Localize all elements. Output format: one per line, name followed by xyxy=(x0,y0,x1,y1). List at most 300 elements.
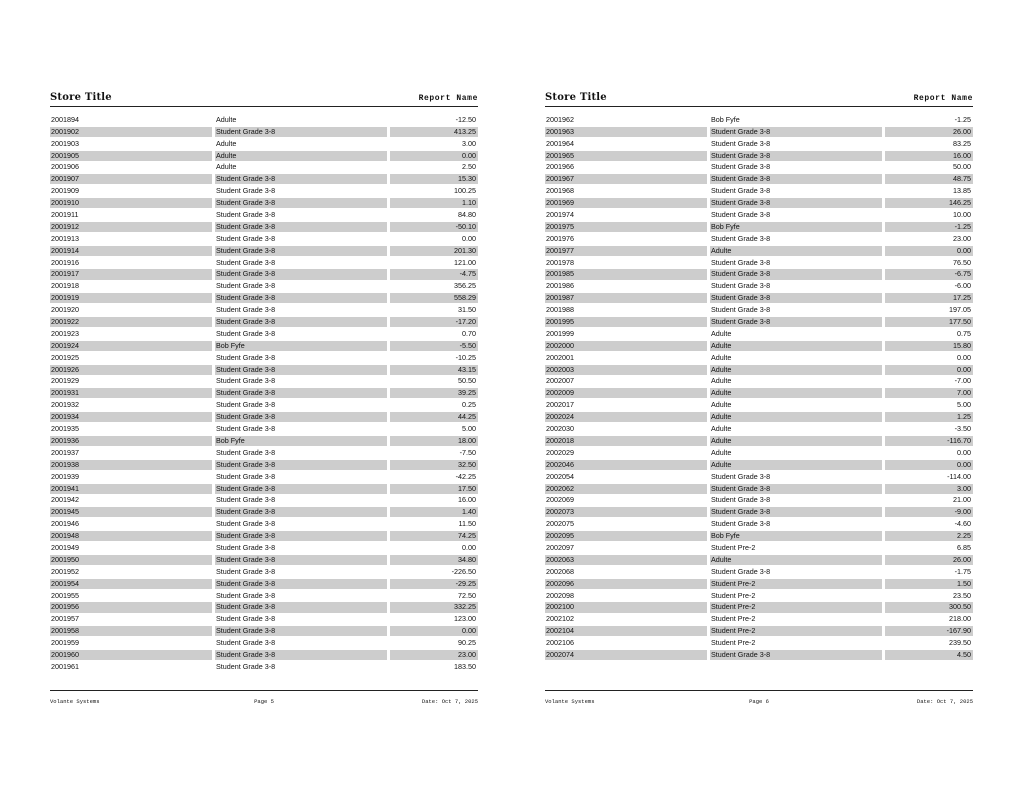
row-id-cell: 2001968 xyxy=(546,186,574,196)
row-amount-cell: 6.85 xyxy=(957,542,971,552)
row-category-cell: Student Grade 3-8 xyxy=(216,614,276,624)
row-amount-cell: -17.20 xyxy=(390,317,478,327)
table-row xyxy=(50,114,478,126)
row-id-cell: 2002097 xyxy=(546,542,574,552)
row-category-cell: Adulte xyxy=(710,246,882,256)
table-row xyxy=(545,340,973,352)
row-amount-cell: 0.25 xyxy=(462,400,476,410)
row-id-cell: 2001977 xyxy=(545,246,707,256)
table-row xyxy=(50,637,478,649)
table-row xyxy=(545,649,973,661)
table-row xyxy=(545,162,973,174)
row-category-cell: Student Grade 3-8 xyxy=(710,198,882,208)
row-id-cell: 2001976 xyxy=(546,233,574,243)
table-row xyxy=(50,292,478,304)
row-id-cell: 2001913 xyxy=(51,233,79,243)
row-id-cell: 2001945 xyxy=(50,507,212,517)
table-row xyxy=(50,340,478,352)
row-id-cell: 2001911 xyxy=(51,210,79,220)
row-category-cell: Bob Fyfe xyxy=(215,341,387,351)
row-category-cell: Student Grade 3-8 xyxy=(215,293,387,303)
row-category-cell: Student Pre-2 xyxy=(710,626,882,636)
row-category-cell: Student Pre-2 xyxy=(711,590,756,600)
row-category-cell: Student Grade 3-8 xyxy=(711,305,771,315)
table-row xyxy=(545,542,973,554)
row-amount-cell: 2.25 xyxy=(885,531,973,541)
row-amount-cell: 2.50 xyxy=(462,162,476,172)
table-row xyxy=(545,411,973,423)
row-amount-cell: 0.00 xyxy=(885,460,973,470)
table-row xyxy=(50,150,478,162)
row-category-cell: Student Grade 3-8 xyxy=(710,127,882,137)
row-id-cell: 2001948 xyxy=(50,531,212,541)
row-amount-cell: 4.50 xyxy=(885,650,973,660)
row-category-cell: Student Grade 3-8 xyxy=(710,507,882,517)
row-category-cell: Student Grade 3-8 xyxy=(216,424,276,434)
row-id-cell: 2001967 xyxy=(545,174,707,184)
row-id-cell: 2002007 xyxy=(546,376,574,386)
row-amount-cell: 13.85 xyxy=(953,186,971,196)
table-row xyxy=(50,257,478,269)
row-id-cell: 2002029 xyxy=(546,447,574,457)
row-id-cell: 2001914 xyxy=(50,246,212,256)
row-category-cell: Student Grade 3-8 xyxy=(215,602,387,612)
row-category-cell: Adulte xyxy=(710,365,882,375)
row-category-cell: Adulte xyxy=(710,388,882,398)
row-category-cell: Student Pre-2 xyxy=(711,542,756,552)
page-header xyxy=(545,92,973,107)
table-row xyxy=(545,399,973,411)
table-row xyxy=(545,245,973,257)
row-amount-cell: 0.00 xyxy=(390,151,478,161)
table-row xyxy=(545,566,973,578)
table-row xyxy=(50,483,478,495)
row-amount-cell: 23.00 xyxy=(390,650,478,660)
row-amount-cell: 1.10 xyxy=(390,198,478,208)
row-amount-cell: 90.25 xyxy=(458,638,476,648)
row-category-cell: Student Grade 3-8 xyxy=(216,447,276,457)
row-category-cell: Student Grade 3-8 xyxy=(711,519,771,529)
row-amount-cell: 1.40 xyxy=(390,507,478,517)
row-amount-cell: 23.00 xyxy=(953,233,971,243)
row-id-cell: 2002075 xyxy=(546,519,574,529)
table-row xyxy=(545,150,973,162)
row-category-cell: Student Grade 3-8 xyxy=(710,317,882,327)
row-id-cell: 2001959 xyxy=(51,638,79,648)
row-amount-cell: 72.50 xyxy=(458,590,476,600)
row-amount-cell: -29.25 xyxy=(390,579,478,589)
page-footer xyxy=(545,690,973,705)
data-table xyxy=(545,114,973,661)
row-id-cell: 2002009 xyxy=(545,388,707,398)
row-amount-cell: 23.50 xyxy=(953,590,971,600)
row-amount-cell: 17.25 xyxy=(885,293,973,303)
row-id-cell: 2002100 xyxy=(545,602,707,612)
row-amount-cell: -1.25 xyxy=(954,114,971,124)
table-row xyxy=(50,316,478,328)
row-amount-cell: 0.00 xyxy=(885,365,973,375)
row-id-cell: 2001916 xyxy=(51,257,79,267)
table-row xyxy=(545,423,973,435)
row-amount-cell: -12.50 xyxy=(455,114,476,124)
row-id-cell: 2001950 xyxy=(50,555,212,565)
row-id-cell: 2001963 xyxy=(545,127,707,137)
table-row xyxy=(50,506,478,518)
row-amount-cell: 21.00 xyxy=(953,495,971,505)
row-id-cell: 2001987 xyxy=(545,293,707,303)
row-id-cell: 2001939 xyxy=(51,471,79,481)
row-id-cell: 2001912 xyxy=(50,222,212,232)
row-category-cell: Bob Fyfe xyxy=(710,222,882,232)
row-id-cell: 2001999 xyxy=(546,328,574,338)
row-amount-cell: 239.50 xyxy=(949,638,971,648)
row-id-cell: 2001937 xyxy=(51,447,79,457)
row-id-cell: 2001917 xyxy=(50,269,212,279)
table-row xyxy=(50,138,478,150)
row-amount-cell: 123.00 xyxy=(454,614,476,624)
store-title: Store Title xyxy=(545,92,607,103)
row-amount-cell: -4.60 xyxy=(954,519,971,529)
row-category-cell: Student Grade 3-8 xyxy=(216,471,276,481)
row-id-cell: 2002073 xyxy=(545,507,707,517)
page-footer xyxy=(50,690,478,705)
row-id-cell: 2001924 xyxy=(50,341,212,351)
row-id-cell: 2001923 xyxy=(51,328,79,338)
row-amount-cell: 15.80 xyxy=(885,341,973,351)
row-amount-cell: -116.70 xyxy=(885,436,973,446)
row-amount-cell: 11.50 xyxy=(458,519,476,529)
table-row xyxy=(50,126,478,138)
table-row xyxy=(50,411,478,423)
row-category-cell: Bob Fyfe xyxy=(710,531,882,541)
row-id-cell: 2001942 xyxy=(51,495,79,505)
row-amount-cell: 76.50 xyxy=(953,257,971,267)
row-amount-cell: 15.30 xyxy=(390,174,478,184)
row-id-cell: 2001986 xyxy=(546,281,574,291)
row-id-cell: 2001949 xyxy=(51,542,79,552)
row-category-cell: Adulte xyxy=(710,412,882,422)
row-id-cell: 2001958 xyxy=(50,626,212,636)
row-id-cell: 2002062 xyxy=(545,484,707,494)
row-category-cell: Adulte xyxy=(216,162,237,172)
table-row xyxy=(545,138,973,150)
row-id-cell: 2001966 xyxy=(546,162,574,172)
row-category-cell: Bob Fyfe xyxy=(215,436,387,446)
row-category-cell: Student Grade 3-8 xyxy=(216,495,276,505)
table-row xyxy=(50,590,478,602)
table-row xyxy=(50,649,478,661)
table-row xyxy=(545,590,973,602)
table-row xyxy=(545,376,973,388)
row-amount-cell: 177.50 xyxy=(885,317,973,327)
table-row xyxy=(545,637,973,649)
row-category-cell: Student Grade 3-8 xyxy=(711,471,771,481)
row-amount-cell: 31.50 xyxy=(458,305,476,315)
table-row xyxy=(50,447,478,459)
table-row xyxy=(545,114,973,126)
row-category-cell: Student Grade 3-8 xyxy=(216,376,276,386)
row-amount-cell: 201.30 xyxy=(390,246,478,256)
table-row xyxy=(50,578,478,590)
row-amount-cell: 50.00 xyxy=(953,162,971,172)
row-category-cell: Student Grade 3-8 xyxy=(215,127,387,137)
row-amount-cell: 39.25 xyxy=(390,388,478,398)
row-category-cell: Student Grade 3-8 xyxy=(215,412,387,422)
row-category-cell: Student Grade 3-8 xyxy=(215,246,387,256)
row-id-cell: 2002096 xyxy=(545,579,707,589)
row-id-cell: 2001975 xyxy=(545,222,707,232)
table-row xyxy=(50,459,478,471)
footer-date: Date: Oct 7, 2025 xyxy=(916,698,973,705)
row-id-cell: 2001931 xyxy=(50,388,212,398)
table-row xyxy=(545,435,973,447)
table-row xyxy=(545,625,973,637)
table-row xyxy=(50,602,478,614)
row-amount-cell: -226.50 xyxy=(451,566,476,576)
row-category-cell: Student Grade 3-8 xyxy=(215,579,387,589)
row-amount-cell: 84.80 xyxy=(458,210,476,220)
footer-date: Date: Oct 7, 2025 xyxy=(421,698,478,705)
row-id-cell: 2001918 xyxy=(51,281,79,291)
row-category-cell: Adulte xyxy=(710,460,882,470)
table-row xyxy=(545,530,973,542)
row-category-cell: Student Grade 3-8 xyxy=(215,365,387,375)
table-row xyxy=(545,292,973,304)
table-row xyxy=(545,280,973,292)
row-category-cell: Student Grade 3-8 xyxy=(216,352,276,362)
row-amount-cell: 16.00 xyxy=(458,495,476,505)
page-header xyxy=(50,92,478,107)
row-id-cell: 2001985 xyxy=(545,269,707,279)
row-id-cell: 2001956 xyxy=(50,602,212,612)
table-row xyxy=(545,554,973,566)
row-amount-cell: -7.00 xyxy=(954,376,971,386)
table-row xyxy=(50,209,478,221)
row-id-cell: 2001957 xyxy=(51,614,79,624)
table-row xyxy=(545,387,973,399)
row-amount-cell: 0.70 xyxy=(462,328,476,338)
report-name: Report Name xyxy=(418,94,478,103)
row-amount-cell: 0.00 xyxy=(957,352,971,362)
footer-page-number: Page 6 xyxy=(749,698,769,705)
table-row xyxy=(50,269,478,281)
row-category-cell: Adulte xyxy=(216,114,237,124)
row-category-cell: Student Grade 3-8 xyxy=(711,210,771,220)
row-id-cell: 2001936 xyxy=(50,436,212,446)
table-row xyxy=(545,126,973,138)
report-page-6 xyxy=(545,0,973,791)
row-id-cell: 2002068 xyxy=(546,566,574,576)
table-row xyxy=(50,518,478,530)
row-category-cell: Student Grade 3-8 xyxy=(215,269,387,279)
report-name: Report Name xyxy=(913,94,973,103)
row-id-cell: 2001926 xyxy=(50,365,212,375)
row-id-cell: 2002000 xyxy=(545,341,707,351)
table-row xyxy=(545,269,973,281)
row-category-cell: Adulte xyxy=(711,352,732,362)
table-row xyxy=(545,364,973,376)
row-amount-cell: 218.00 xyxy=(949,614,971,624)
row-id-cell: 2001919 xyxy=(50,293,212,303)
footer-page-number: Page 5 xyxy=(254,698,274,705)
table-row xyxy=(50,566,478,578)
table-row xyxy=(50,613,478,625)
row-amount-cell: -6.00 xyxy=(954,281,971,291)
table-row xyxy=(545,185,973,197)
row-id-cell: 2002095 xyxy=(545,531,707,541)
row-category-cell: Student Grade 3-8 xyxy=(710,269,882,279)
row-id-cell: 2001894 xyxy=(51,114,79,124)
row-id-cell: 2002074 xyxy=(545,650,707,660)
row-amount-cell: -4.75 xyxy=(390,269,478,279)
table-row xyxy=(50,495,478,507)
table-row xyxy=(545,257,973,269)
row-id-cell: 2001952 xyxy=(51,566,79,576)
row-id-cell: 2002104 xyxy=(545,626,707,636)
table-row xyxy=(50,387,478,399)
row-id-cell: 2001965 xyxy=(545,151,707,161)
row-id-cell: 2001935 xyxy=(51,424,79,434)
row-amount-cell: 5.00 xyxy=(462,424,476,434)
row-category-cell: Student Grade 3-8 xyxy=(216,186,276,196)
row-id-cell: 2002003 xyxy=(545,365,707,375)
table-row xyxy=(50,423,478,435)
table-row xyxy=(545,221,973,233)
row-amount-cell: 0.00 xyxy=(885,246,973,256)
row-category-cell: Student Grade 3-8 xyxy=(216,257,276,267)
row-id-cell: 2001964 xyxy=(546,138,574,148)
row-id-cell: 2002063 xyxy=(545,555,707,565)
row-id-cell: 2002102 xyxy=(546,614,574,624)
row-amount-cell: 0.00 xyxy=(957,447,971,457)
table-row xyxy=(545,447,973,459)
row-amount-cell: 50.50 xyxy=(458,376,476,386)
row-amount-cell: 558.29 xyxy=(390,293,478,303)
row-amount-cell: -42.25 xyxy=(455,471,476,481)
table-row xyxy=(50,173,478,185)
table-row xyxy=(545,316,973,328)
row-category-cell: Student Grade 3-8 xyxy=(215,174,387,184)
row-amount-cell: 332.25 xyxy=(390,602,478,612)
row-category-cell: Student Grade 3-8 xyxy=(711,186,771,196)
table-row xyxy=(50,435,478,447)
row-id-cell: 2001902 xyxy=(50,127,212,137)
row-category-cell: Student Grade 3-8 xyxy=(215,460,387,470)
row-amount-cell: -9.00 xyxy=(885,507,973,517)
row-amount-cell: 197.05 xyxy=(949,305,971,315)
row-category-cell: Student Grade 3-8 xyxy=(216,590,276,600)
row-category-cell: Adulte xyxy=(216,138,237,148)
row-id-cell: 2001934 xyxy=(50,412,212,422)
row-amount-cell: 43.15 xyxy=(390,365,478,375)
row-amount-cell: 0.00 xyxy=(462,233,476,243)
row-category-cell: Student Grade 3-8 xyxy=(710,151,882,161)
row-id-cell: 2001906 xyxy=(51,162,79,172)
table-row xyxy=(50,661,478,673)
row-amount-cell: 74.25 xyxy=(390,531,478,541)
row-id-cell: 2001946 xyxy=(51,519,79,529)
store-title: Store Title xyxy=(50,92,112,103)
row-category-cell: Student Grade 3-8 xyxy=(215,650,387,660)
table-row xyxy=(545,506,973,518)
row-amount-cell: 356.25 xyxy=(454,281,476,291)
row-category-cell: Student Grade 3-8 xyxy=(216,210,276,220)
row-category-cell: Student Grade 3-8 xyxy=(711,138,771,148)
row-category-cell: Student Grade 3-8 xyxy=(711,162,771,172)
row-id-cell: 2001988 xyxy=(546,305,574,315)
table-row xyxy=(50,399,478,411)
table-row xyxy=(50,233,478,245)
row-amount-cell: 100.25 xyxy=(454,186,476,196)
row-category-cell: Student Grade 3-8 xyxy=(216,638,276,648)
row-id-cell: 2001925 xyxy=(51,352,79,362)
row-category-cell: Student Pre-2 xyxy=(711,614,756,624)
row-category-cell: Student Grade 3-8 xyxy=(215,555,387,565)
row-id-cell: 2001938 xyxy=(50,460,212,470)
row-id-cell: 2001969 xyxy=(545,198,707,208)
row-amount-cell: -6.75 xyxy=(885,269,973,279)
row-id-cell: 2001954 xyxy=(50,579,212,589)
row-category-cell: Adulte xyxy=(711,447,732,457)
row-category-cell: Adulte xyxy=(710,436,882,446)
table-row xyxy=(50,197,478,209)
row-amount-cell: 121.00 xyxy=(454,257,476,267)
row-amount-cell: 3.00 xyxy=(885,484,973,494)
row-category-cell: Adulte xyxy=(710,341,882,351)
table-row xyxy=(50,162,478,174)
row-category-cell: Student Grade 3-8 xyxy=(215,388,387,398)
row-category-cell: Student Grade 3-8 xyxy=(216,233,276,243)
row-category-cell: Student Grade 3-8 xyxy=(216,566,276,576)
row-id-cell: 2002054 xyxy=(546,471,574,481)
row-amount-cell: 26.00 xyxy=(885,555,973,565)
row-id-cell: 2001941 xyxy=(50,484,212,494)
table-row xyxy=(50,471,478,483)
row-category-cell: Bob Fyfe xyxy=(711,114,740,124)
row-id-cell: 2001974 xyxy=(546,210,574,220)
row-category-cell: Student Grade 3-8 xyxy=(711,281,771,291)
row-category-cell: Student Pre-2 xyxy=(710,602,882,612)
table-row xyxy=(50,625,478,637)
row-amount-cell: -167.90 xyxy=(885,626,973,636)
row-category-cell: Student Grade 3-8 xyxy=(710,293,882,303)
table-row xyxy=(50,245,478,257)
row-id-cell: 2001903 xyxy=(51,138,79,148)
row-id-cell: 2001960 xyxy=(50,650,212,660)
row-id-cell: 2002106 xyxy=(546,638,574,648)
row-id-cell: 2001995 xyxy=(545,317,707,327)
table-row xyxy=(50,328,478,340)
table-row xyxy=(50,221,478,233)
row-id-cell: 2001955 xyxy=(51,590,79,600)
table-row xyxy=(50,376,478,388)
row-category-cell: Student Pre-2 xyxy=(711,638,756,648)
row-id-cell: 2001907 xyxy=(50,174,212,184)
table-row xyxy=(50,530,478,542)
row-category-cell: Student Grade 3-8 xyxy=(216,519,276,529)
row-amount-cell: -3.50 xyxy=(954,424,971,434)
row-id-cell: 2001905 xyxy=(50,151,212,161)
row-category-cell: Student Grade 3-8 xyxy=(711,566,771,576)
table-row xyxy=(545,518,973,530)
table-row xyxy=(545,495,973,507)
table-row xyxy=(545,483,973,495)
row-amount-cell: 83.25 xyxy=(953,138,971,148)
row-amount-cell: 3.00 xyxy=(462,138,476,148)
row-category-cell: Student Grade 3-8 xyxy=(215,531,387,541)
table-row xyxy=(50,554,478,566)
row-amount-cell: 16.00 xyxy=(885,151,973,161)
